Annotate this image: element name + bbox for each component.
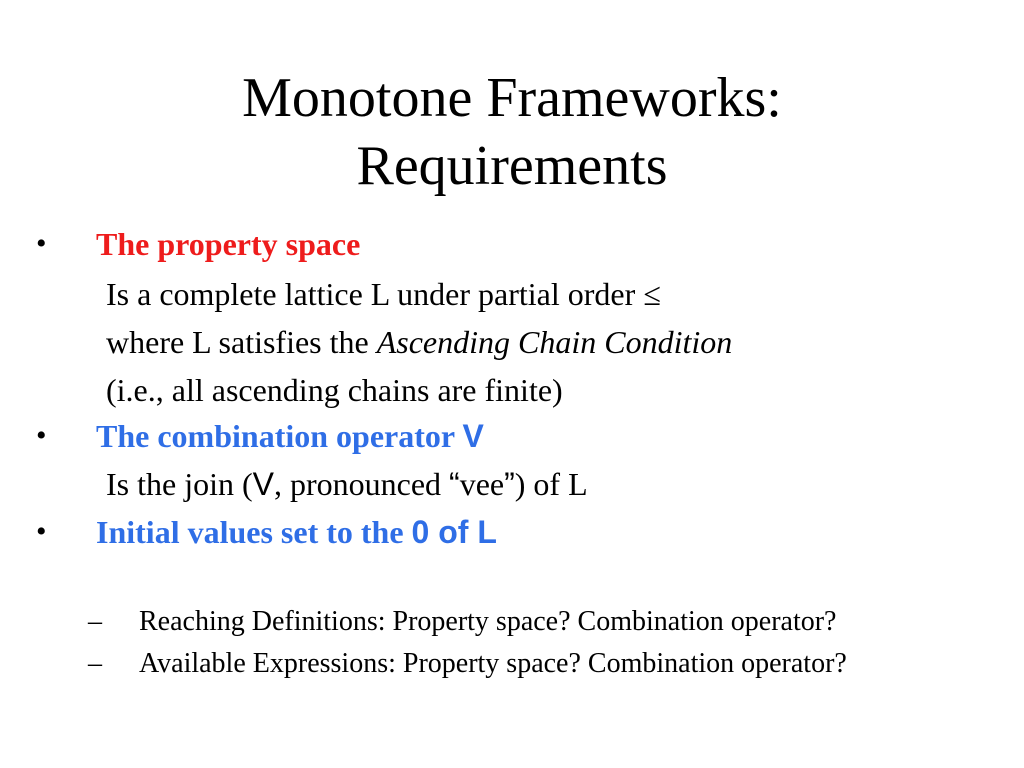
initial-values-heading (96, 512, 497, 552)
bullet-2-marker: • (36, 419, 47, 452)
property-space-line-2 (106, 322, 732, 362)
property-space-heading: The property space (96, 226, 361, 262)
zero-of-l-symbol: 0 of L (411, 514, 497, 550)
combination-operator-line (106, 464, 588, 504)
slide-title (0, 64, 1024, 200)
question-1-dash: – (88, 606, 102, 637)
quote-open: “ (449, 466, 460, 502)
bullet-1-marker: • (36, 227, 47, 260)
question-2-dash: – (88, 648, 102, 679)
join-middle: , pronounced (273, 466, 450, 502)
vee-symbol-inline: V (252, 466, 274, 502)
quote-close: ” (504, 466, 515, 502)
property-space-line-1: Is a complete lattice L under partial order ≤ (106, 276, 661, 312)
vee-word: vee (459, 466, 505, 502)
vee-symbol-heading: V (462, 418, 484, 454)
join-prefix: Is the join ( (106, 466, 253, 502)
title-line-1: Monotone Frameworks: (242, 67, 782, 129)
question-reaching-definitions: Reaching Definitions: Property space? Combination operator? (139, 606, 837, 637)
combination-operator-heading (96, 416, 484, 456)
question-available-expressions: Available Expressions: Property space? Combination operator? (139, 648, 847, 679)
property-space-line-2-text: where L satisfies the (106, 324, 369, 360)
title-line-2: Requirements (356, 135, 668, 197)
combination-operator-heading-text: The combination operator (96, 418, 455, 454)
join-suffix: ) of L (514, 466, 588, 502)
ascending-chain-condition: Ascending Chain Condition (376, 324, 733, 360)
bullet-3-marker: • (36, 515, 47, 548)
property-space-line-3: (i.e., all ascending chains are finite) (106, 372, 563, 408)
initial-values-heading-text: Initial values set to the (96, 514, 404, 550)
